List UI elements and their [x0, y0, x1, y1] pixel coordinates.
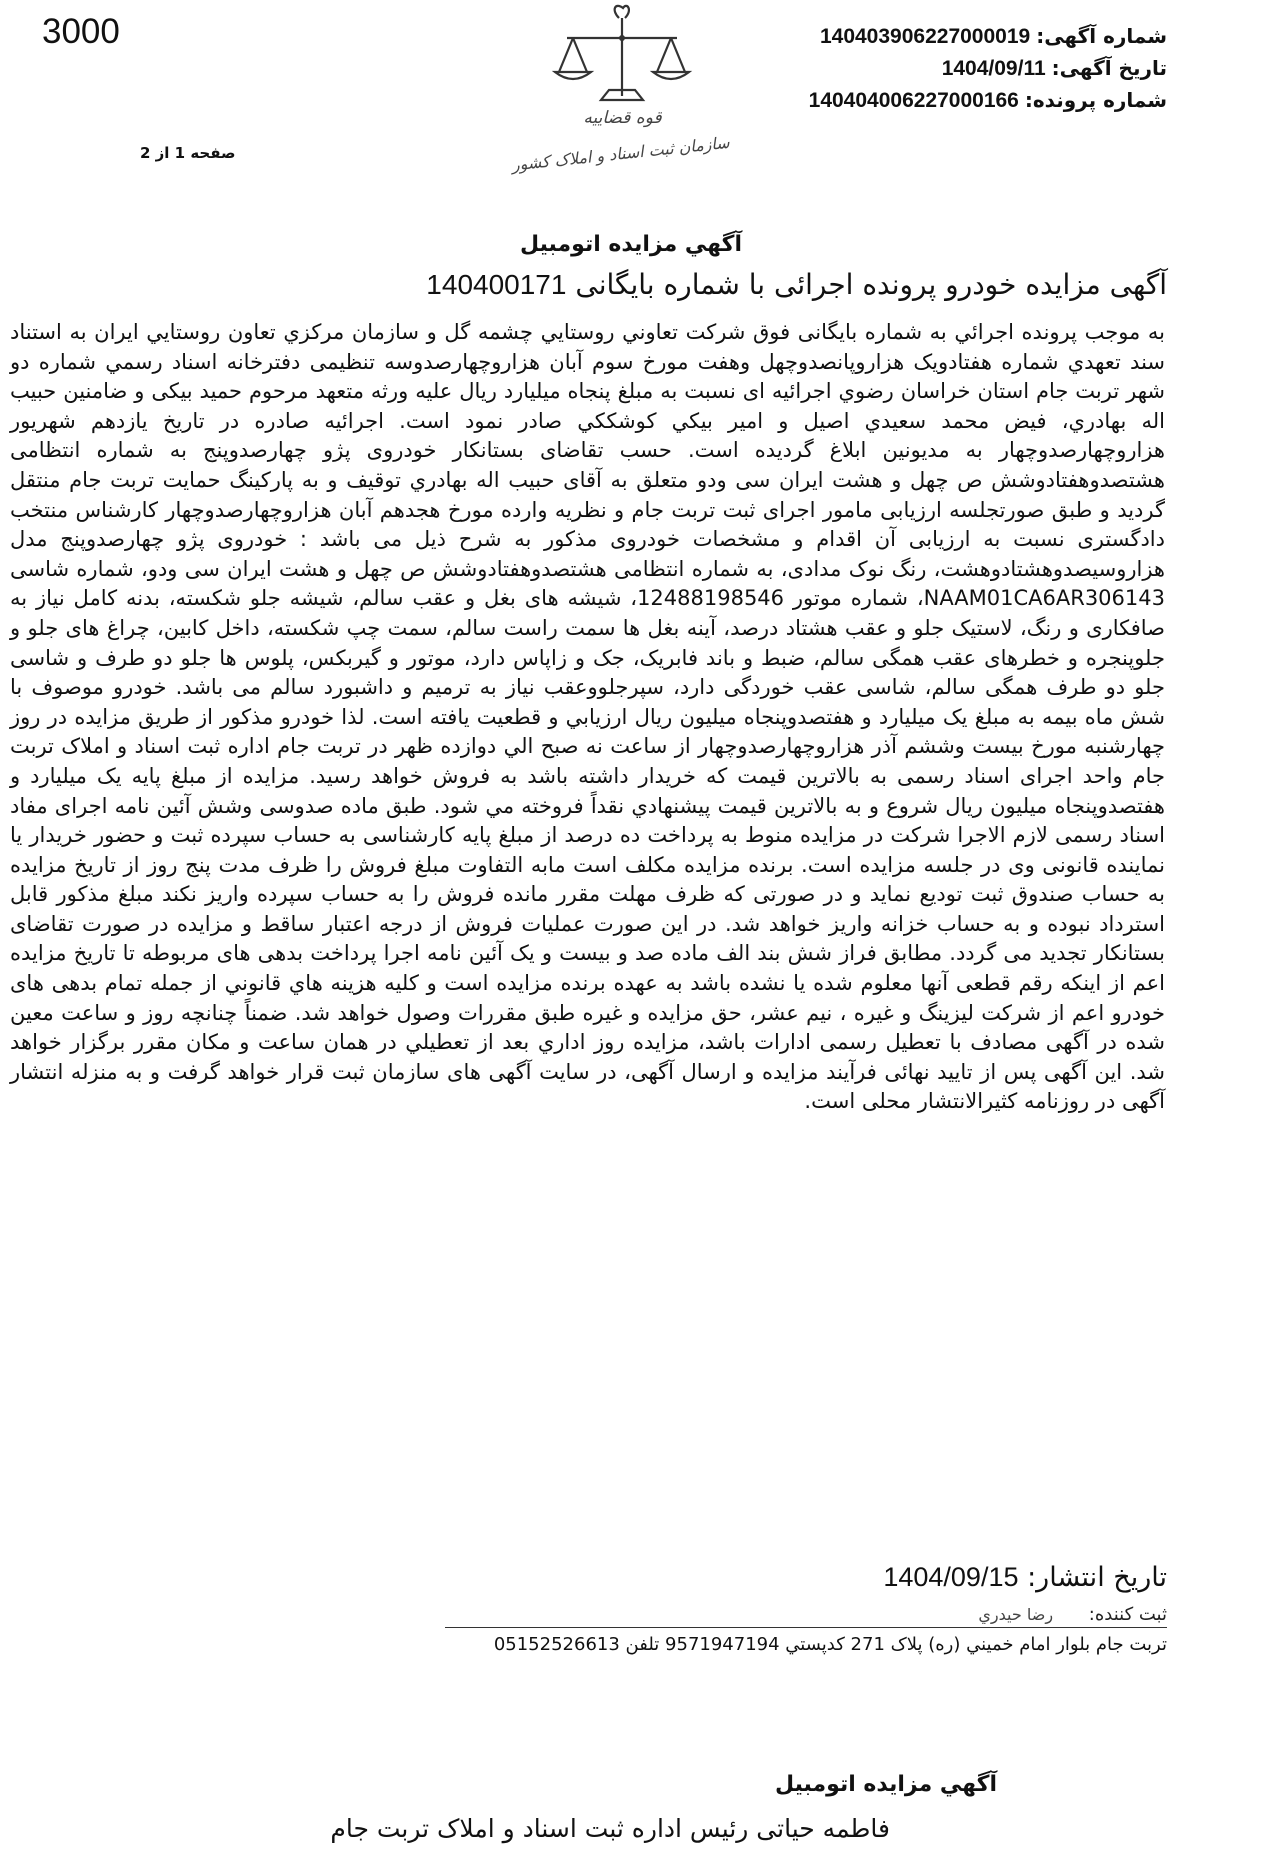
notice-date: 1404/09/11: [941, 57, 1046, 80]
intro-text: آگهی مزایده خودرو پرونده اجرائی با شماره بایگانی: [575, 268, 1167, 301]
notice-intro: [426, 268, 1167, 301]
notice-number: 140403906227000019: [819, 25, 1031, 48]
case-number-label: شماره پرونده:: [1024, 88, 1167, 112]
publish-date-line: [883, 1562, 1167, 1593]
scales-of-justice-icon: [515, 4, 730, 114]
notice-body: به موجب پرونده اجرائي به شماره بايگانی فوق شركت تعاوني روستايي چشمه گل و سازمان مركزي تعاون روستايي ايران به استناد سند تعهدي شماره هفتادويک هزاروپانصدوچهل وهفت مورخ سوم آبان هزاروچهارصدوسه تنظيمی دفترخانه اسناد رسمي شماره دو شهر تربت جام استان خراسان رضوي اجرائيه ای نسبت به مبلغ پنجاه ميليارد ريال عليه ورثه متعهد مرحوم حميد بيكی و ضامنين حبيب اله بهادري، فيض محمد سعيدي اصيل و امير بيكي كوشككي صادر نمود است. اجرائيه صادره در تاريخ يازدهم شهريور هزاروچهارصدوچهار به مديونين ابلاغ گرديده است. حسب تقاضای بستانكار خودروی پژو چهارصدوپنج به شماره انتظامی هشتصدوهفتادوشش ص چهل و هشت ايران سی ودو متعلق به آقای حبيب اله بهادري توقيف و به پاركينگ حمايت تربت جام منتقل گرديد و طبق صورتجلسه ارزيابی مامور اجرای ثبت تربت جام و نظريه وارده مورخ هجدهم آبان هزاروچهارصدوچهار كارشناس منتخب دادگستری نسبت به ارزيابی آن اقدام و مشخصات خودروی مذكور به شرح ذيل می باشد : خودروی پژو چهارصدوپنج مدل هزاروسيصدوهشتادوهشت، رنگ نوک مدادی، به شماره انتظامی هشتصدوهفتادوشش ص چهل و هشت ايران سی ودو، شماره شاسی NAAM01CA6AR306143، شماره موتور 12488198546، شيشه های بغل و عقب سالم، شيشه جلو شكسته، بدنه كامل نياز به صافكاری و رنگ، لاستيک جلو و عقب هشتاد درصد، آينه بغل ها سمت راست سالم، سمت چپ شكسته، داخل كابين، چراغ های جلو و جلوپنجره و خطرهای عقب همگی سالم، ضبط و باند فابريک، جک و زاپاس دارد، موتور و گيربكس، پلوس ها جلو دو طرف و شاسی جلو دو طرف همگی سالم، شاسی عقب خوردگی دارد، سپرجلووعقب نياز به ترميم و داشبورد سالم می باشد. خودرو موصوف با شش ماه بيمه به مبلغ يک ميليارد و هفتصدوپنجاه ميليون ريال ارزيابي و قطعيت يافته است. لذا خودرو مذكور از طريق مزايده در روز چهارشنبه مورخ بيست وششم آذر هزاروچهارصدوچهار از ساعت نه صبح الي دوازده ظهر در تربت جام اداره ثبت اسناد و املاک تربت جام واحد اجرای اسناد رسمی به بالاترين قيمت كه خريدار داشته باشد به فروش خواهد رسيد. مزايده از مبلغ پايه يک ميليارد و هفتصدوپنجاه ميليون ريال شروع و به بالاترين قيمت پيشنهادي نقداً فروخته مي شود. طبق ماده صدوسی وشش آئين نامه اجرای مفاد اسناد رسمی لازم الاجرا شركت در مزايده منوط به پرداخت ده درصد از مبلغ پايه كارشناسی به حساب سپرده ثبت و حضور خريدار يا نماينده قانونی وی در جلسه مزايده است. برنده مزايده مكلف است مابه التفاوت مبلغ فروش را ظرف مدت پنج روز از تاريخ مزايده به حساب صندوق ثبت توديع نمايد و در صورتی كه ظرف مهلت مقرر مانده فروش را به حساب سپرده واريز نكند مبلغ مذكور قابل استرداد نبوده و به حساب خزانه واريز خواهد شد. در اين صورت عمليات فروش از درجه اعتبار ساقط و مزايده در صورت تقاضای بستانكار تجديد می گردد. مطابق فراز شش بند الف ماده صد و بيست و يک آئين نامه اجرا پرداخت بدهی های مربوطه تا تاريخ مزايده اعم از اينكه رقم قطعی آنها معلوم شده يا نشده باشد به عهده برنده مزايده است و كليه هزينه هاي قانوني از جمله تمام بدهی های خودرو اعم از شركت ليزينگ و غيره ، نيم عشر، حق مزايده و غيره طبق مقررات وصول خواهد شد. ضمناً چنانچه روز و ساعت معين شده در آگهی مصادف با تعطيل رسمی ادارات باشد، مزايده روز اداري بعد از تعطيلي در همان ساعت و مكان مقرر برگزار خواهد شد. اين آگهی پس از تاييد نهائی فرآيند مزايده و ارسال آگهی، در سايت آگهی های سازمان ثبت قرار خواهد گرفت و به منزله انتشار آگهی در روزنامه كثيرالانتشار محلی است.: [10, 320, 1165, 1114]
notice-metadata: [707, 24, 1167, 120]
footer-title: آگهي مزايده اتومبيل: [774, 1772, 997, 1797]
page-indicator: صفحه 1 از 2: [140, 144, 236, 162]
case-number: 140404006227000166: [808, 89, 1019, 112]
registrar-label: ثبت کننده:: [1088, 1604, 1167, 1625]
corner-number: 3000: [42, 12, 120, 51]
notice-date-label: تاریخ آگهی:: [1051, 56, 1167, 80]
notice-number-row: [707, 24, 1167, 56]
registrar-name: رضا حيدري: [978, 1605, 1054, 1624]
publish-date: 1404/09/15: [883, 1562, 1019, 1592]
seal-text-organization: سازمان ثبت اسناد و املاک کشور: [510, 132, 731, 175]
archive-number: 140400171: [426, 269, 567, 300]
notice-date-row: [707, 56, 1167, 88]
case-number-row: [707, 88, 1167, 120]
publish-date-label: تاریخ انتشار:: [1027, 1562, 1167, 1593]
office-address: تربت جام بلوار امام خميني (ره) پلاک 271 كدپستي 9571947194 تلفن 05152526613: [493, 1634, 1167, 1655]
seal-text-judiciary: قوه قضاییه: [583, 108, 662, 128]
notice-title: آگهي مزايده اتومبيل: [519, 232, 742, 257]
divider: [445, 1627, 1167, 1628]
notice-number-label: شماره آگهی:: [1036, 24, 1167, 48]
registrar-line: [978, 1604, 1167, 1625]
footer-signer: فاطمه حياتی رئيس اداره ثبت اسناد و املاک تربت جام: [330, 1814, 890, 1843]
judiciary-seal: [510, 4, 731, 186]
